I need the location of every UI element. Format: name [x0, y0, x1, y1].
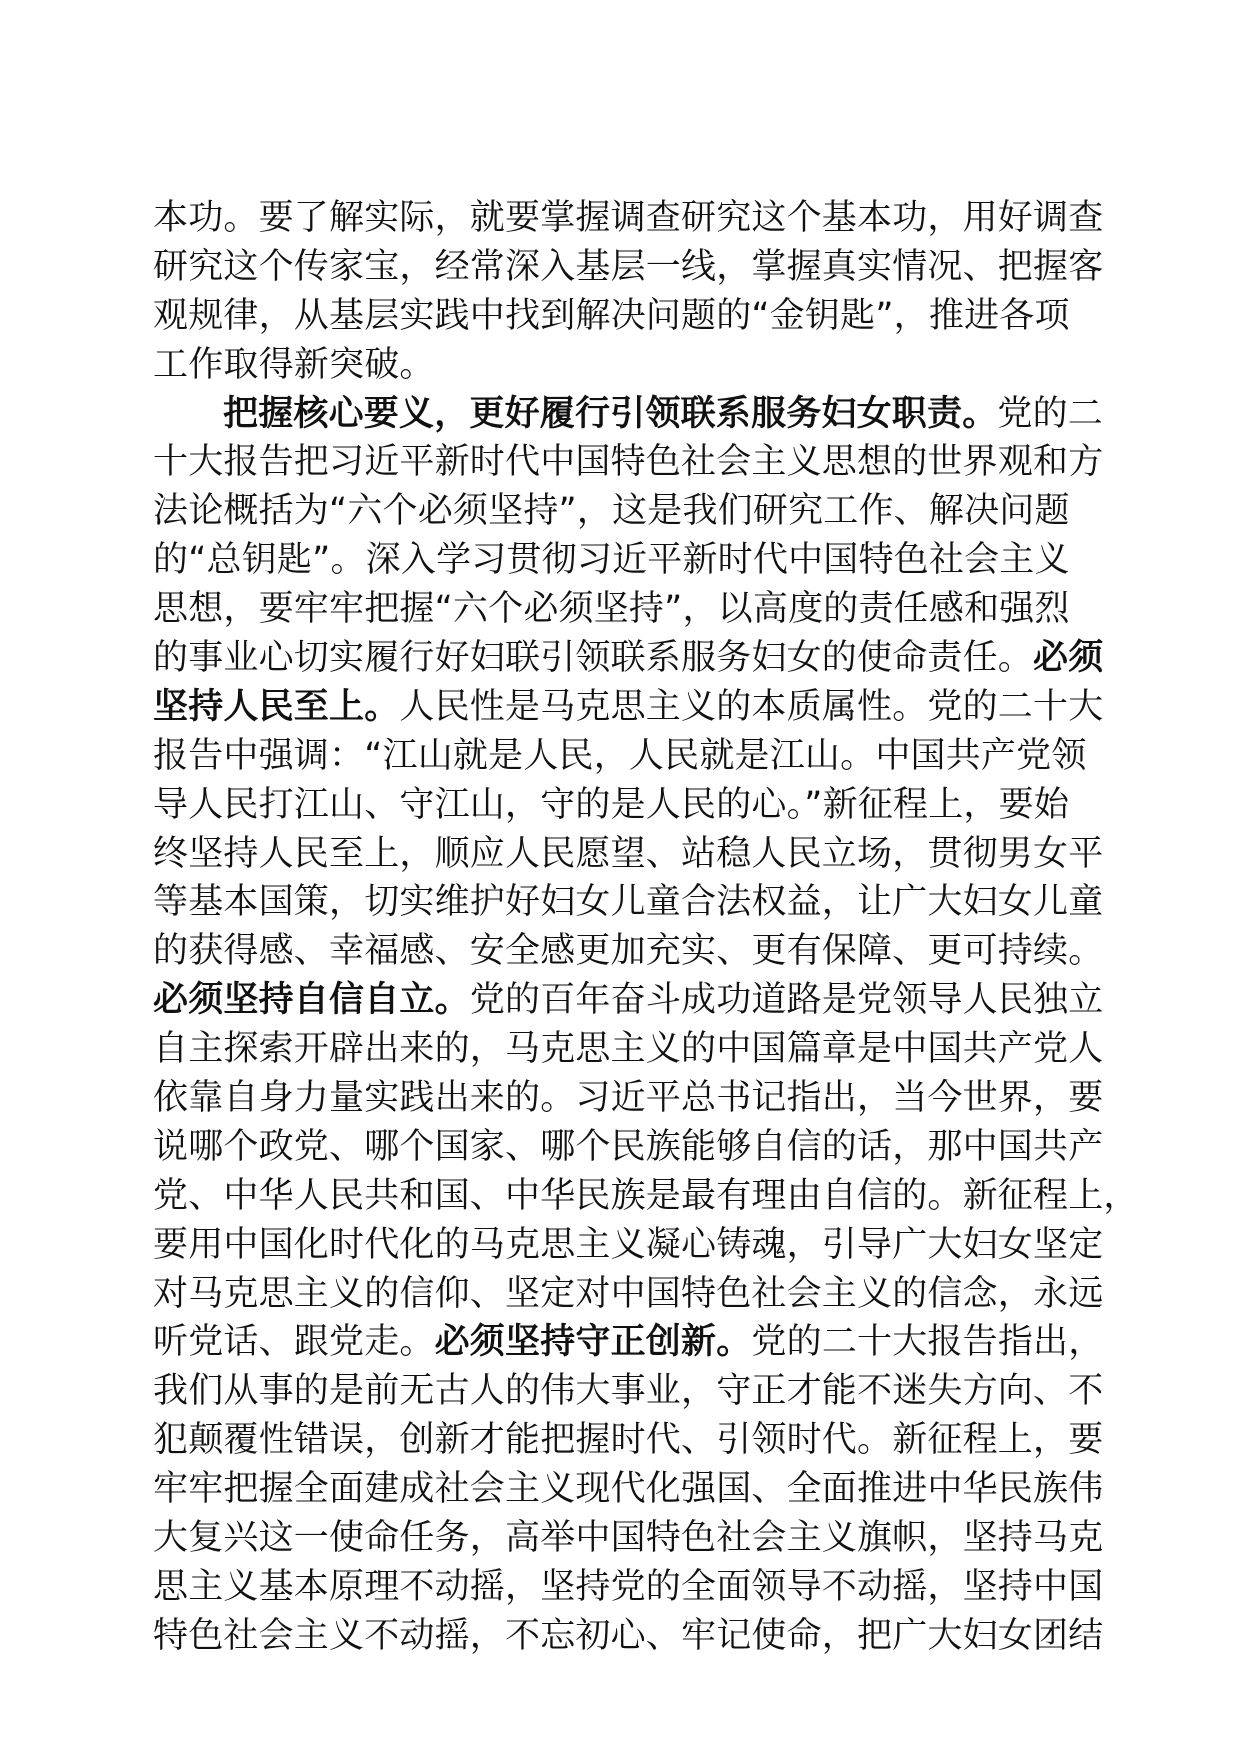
bold-heading-text: 必须坚持自信自立。 — [153, 980, 470, 1021]
paragraph-text: 党的百年奋斗成功道路是党领导人民独立 — [469, 980, 1104, 1021]
paragraph-text: 本功。要了解实际，就要掌握调查研究这个基本功，用好调查 — [153, 198, 1104, 238]
paragraph-text: 听党话、跟党走。 — [153, 1322, 435, 1363]
text-line — [153, 781, 1113, 830]
text-line — [153, 878, 1113, 927]
text-line — [153, 341, 1113, 390]
paragraph-text: 法论概括为“六个必须坚持”，这是我们研究工作、解决问题 — [153, 491, 1070, 532]
text-line — [153, 732, 1113, 781]
paragraph-text: 的“总钥匙”。深入学习贯彻习近平新时代中国特色社会主义 — [153, 540, 1070, 581]
text-line — [153, 927, 1113, 976]
bold-heading-text: 必须坚持守正创新。 — [434, 1322, 752, 1363]
text-line — [153, 976, 1113, 1025]
paragraph-text: 自主探索开辟出来的，马克思主义的中国篇章是中国共产党人 — [153, 1029, 1104, 1070]
text-line — [153, 683, 1113, 732]
paragraph-text: 等基本国策，切实维护好妇女儿童合法权益，让广大妇女儿童 — [153, 882, 1104, 923]
paragraph-text: 对马克思主义的信仰、坚定对中国特色社会主义的信念，永远 — [153, 1273, 1104, 1314]
paragraph-text: 党的二十大报告指出， — [751, 1322, 1104, 1363]
text-line — [153, 634, 1113, 683]
text-line — [153, 1514, 1113, 1563]
paragraph-text: 思想，要牢牢把握“六个必须坚持”，以高度的责任感和强烈 — [153, 589, 1070, 630]
bold-heading-text: 必须 — [1033, 638, 1104, 679]
paragraph-text: 十大报告把习近平新时代中国特色社会主义思想的世界观和方 — [153, 442, 1104, 483]
paragraph-text: 的事业心切实履行好妇联引领联系服务妇女的使命责任。 — [153, 638, 1034, 679]
paragraph-text: 说哪个政党、哪个国家、哪个民族能够自信的话，那中国共产 — [153, 1126, 1104, 1167]
text-line — [153, 292, 1113, 341]
paragraph-text: 我们从事的是前无古人的伟大事业，守正才能不迷失方向、不 — [153, 1371, 1104, 1412]
text-line — [153, 1612, 1113, 1661]
text-line — [153, 830, 1113, 879]
text-line — [153, 1416, 1113, 1465]
text-line — [153, 487, 1113, 536]
paragraph-text: 终坚持人民至上，顺应人民愿望、站稳人民立场，贯彻男女平 — [153, 833, 1104, 874]
bold-heading-text: 把握核心要义，更好履行引领联系服务妇女职责。 — [223, 393, 998, 434]
paragraph-text: 研究这个传家宝，经常深入基层一线，掌握真实情况、把握客 — [153, 246, 1104, 287]
paragraph-text: 党的二 — [997, 393, 1104, 434]
paragraph-text: 导人民打江山、守江山，守的是人民的心。”新征程上，要始 — [153, 784, 1070, 825]
paragraph-text: 依靠自身力量实践出来的。习近平总书记指出，当今世界，要 — [153, 1078, 1104, 1119]
paragraph-text: 要用中国化时代化的马克思主义凝心铸魂，引导广大妇女坚定 — [153, 1224, 1104, 1265]
text-line — [153, 1221, 1113, 1270]
paragraph-text: 观规律，从基层实践中找到解决问题的“金钥匙”，推进各项 — [153, 295, 1070, 336]
paragraph-text: 大复兴这一使命任务，高举中国特色社会主义旗帜，坚持马克 — [153, 1518, 1104, 1559]
text-line — [153, 1563, 1113, 1612]
text-line — [153, 1367, 1113, 1416]
paragraph-text: 犯颠覆性错误，创新才能把握时代、引领时代。新征程上，要 — [153, 1420, 1104, 1461]
text-line — [153, 438, 1113, 487]
text-line — [153, 1074, 1113, 1123]
bold-heading-text: 坚持人民至上。 — [153, 686, 400, 727]
text-line — [153, 390, 1113, 439]
paragraph-text: 牢牢把握全面建成社会主义现代化强国、全面推进中华民族伟 — [153, 1469, 1104, 1510]
text-line — [153, 1318, 1113, 1367]
paragraph-text: 党、中华人民共和国、中华民族是最有理由自信的。新征程上， — [153, 1175, 1139, 1216]
paragraph-text: 思主义基本原理不动摇，坚持党的全面领导不动摇，坚持中国 — [153, 1566, 1104, 1607]
paragraph-text: 人民性是马克思主义的本质属性。党的二十大 — [399, 686, 1104, 727]
paragraph-text: 特色社会主义不动摇，不忘初心、牢记使命，把广大妇女团结 — [153, 1615, 1104, 1656]
text-line — [153, 1123, 1113, 1172]
text-line — [153, 536, 1113, 585]
paragraph-text: 工作取得新突破。 — [153, 344, 435, 385]
paragraph-text: 的获得感、幸福感、安全感更加充实、更有保障、更可持续。 — [153, 931, 1104, 972]
paragraph-text: 报告中强调：“江山就是人民，人民就是江山。中国共产党领 — [153, 735, 1087, 776]
text-line — [153, 1025, 1113, 1074]
text-line — [153, 1270, 1113, 1319]
text-line — [153, 243, 1113, 292]
text-line — [153, 1465, 1113, 1514]
body-text — [153, 194, 1139, 1661]
text-line — [153, 194, 1113, 243]
text-line — [153, 585, 1113, 634]
text-line — [153, 1172, 1139, 1221]
